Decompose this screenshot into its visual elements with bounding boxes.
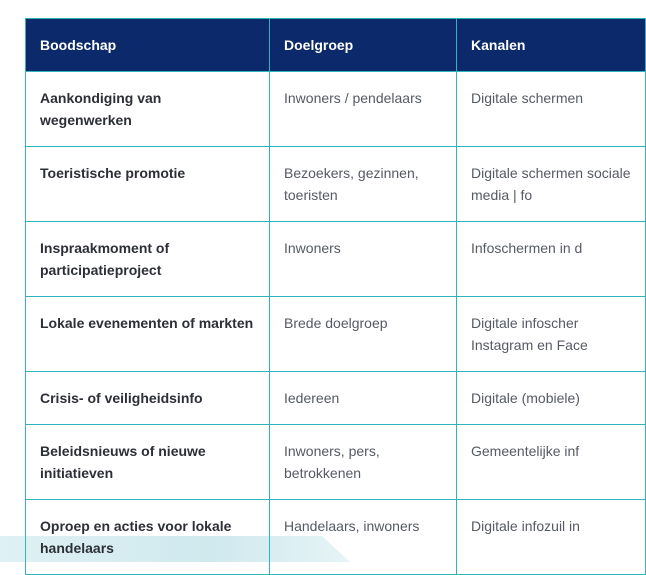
cell-kanalen: Digitale (mobiele)	[457, 372, 646, 425]
cell-boodschap: Lokale evenementen of markten	[26, 297, 270, 372]
cell-doelgroep: Inwoners / pendelaars	[270, 72, 457, 147]
cell-kanalen: Digitale schermen	[457, 72, 646, 147]
cell-kanalen: Digitale schermen sociale media | fo	[457, 147, 646, 222]
table-row	[26, 500, 646, 575]
cell-boodschap: Toeristische promotie	[26, 147, 270, 222]
cell-doelgroep: Inwoners	[270, 222, 457, 297]
message-table-container	[25, 18, 645, 575]
table-row	[26, 372, 646, 425]
cell-kanalen: Gemeentelijke inf	[457, 425, 646, 500]
cell-boodschap: Beleidsnieuws of nieuwe initiatieven	[26, 425, 270, 500]
cell-doelgroep: Inwoners, pers, betrokkenen	[270, 425, 457, 500]
header-kanalen: Kanalen	[457, 19, 646, 72]
cell-boodschap: Aankondiging van wegenwerken	[26, 72, 270, 147]
table-row	[26, 297, 646, 372]
table-row	[26, 147, 646, 222]
cell-kanalen: Digitale infozuil in	[457, 500, 646, 575]
table-row	[26, 72, 646, 147]
cell-kanalen: Infoschermen in d	[457, 222, 646, 297]
header-boodschap: Boodschap	[26, 19, 270, 72]
cell-doelgroep: Bezoekers, gezinnen, toeristen	[270, 147, 457, 222]
message-table	[25, 18, 646, 575]
table-row	[26, 425, 646, 500]
cell-kanalen: Digitale infoscher Instagram en Face	[457, 297, 646, 372]
table-header-row	[26, 19, 646, 72]
cell-boodschap: Oproep en acties voor lokale handelaars	[26, 500, 270, 575]
header-doelgroep: Doelgroep	[270, 19, 457, 72]
cell-boodschap: Crisis- of veiligheidsinfo	[26, 372, 270, 425]
cell-doelgroep: Iedereen	[270, 372, 457, 425]
cell-doelgroep: Handelaars, inwoners	[270, 500, 457, 575]
cell-boodschap: Inspraakmoment of participatieproject	[26, 222, 270, 297]
cell-doelgroep: Brede doelgroep	[270, 297, 457, 372]
table-row	[26, 222, 646, 297]
